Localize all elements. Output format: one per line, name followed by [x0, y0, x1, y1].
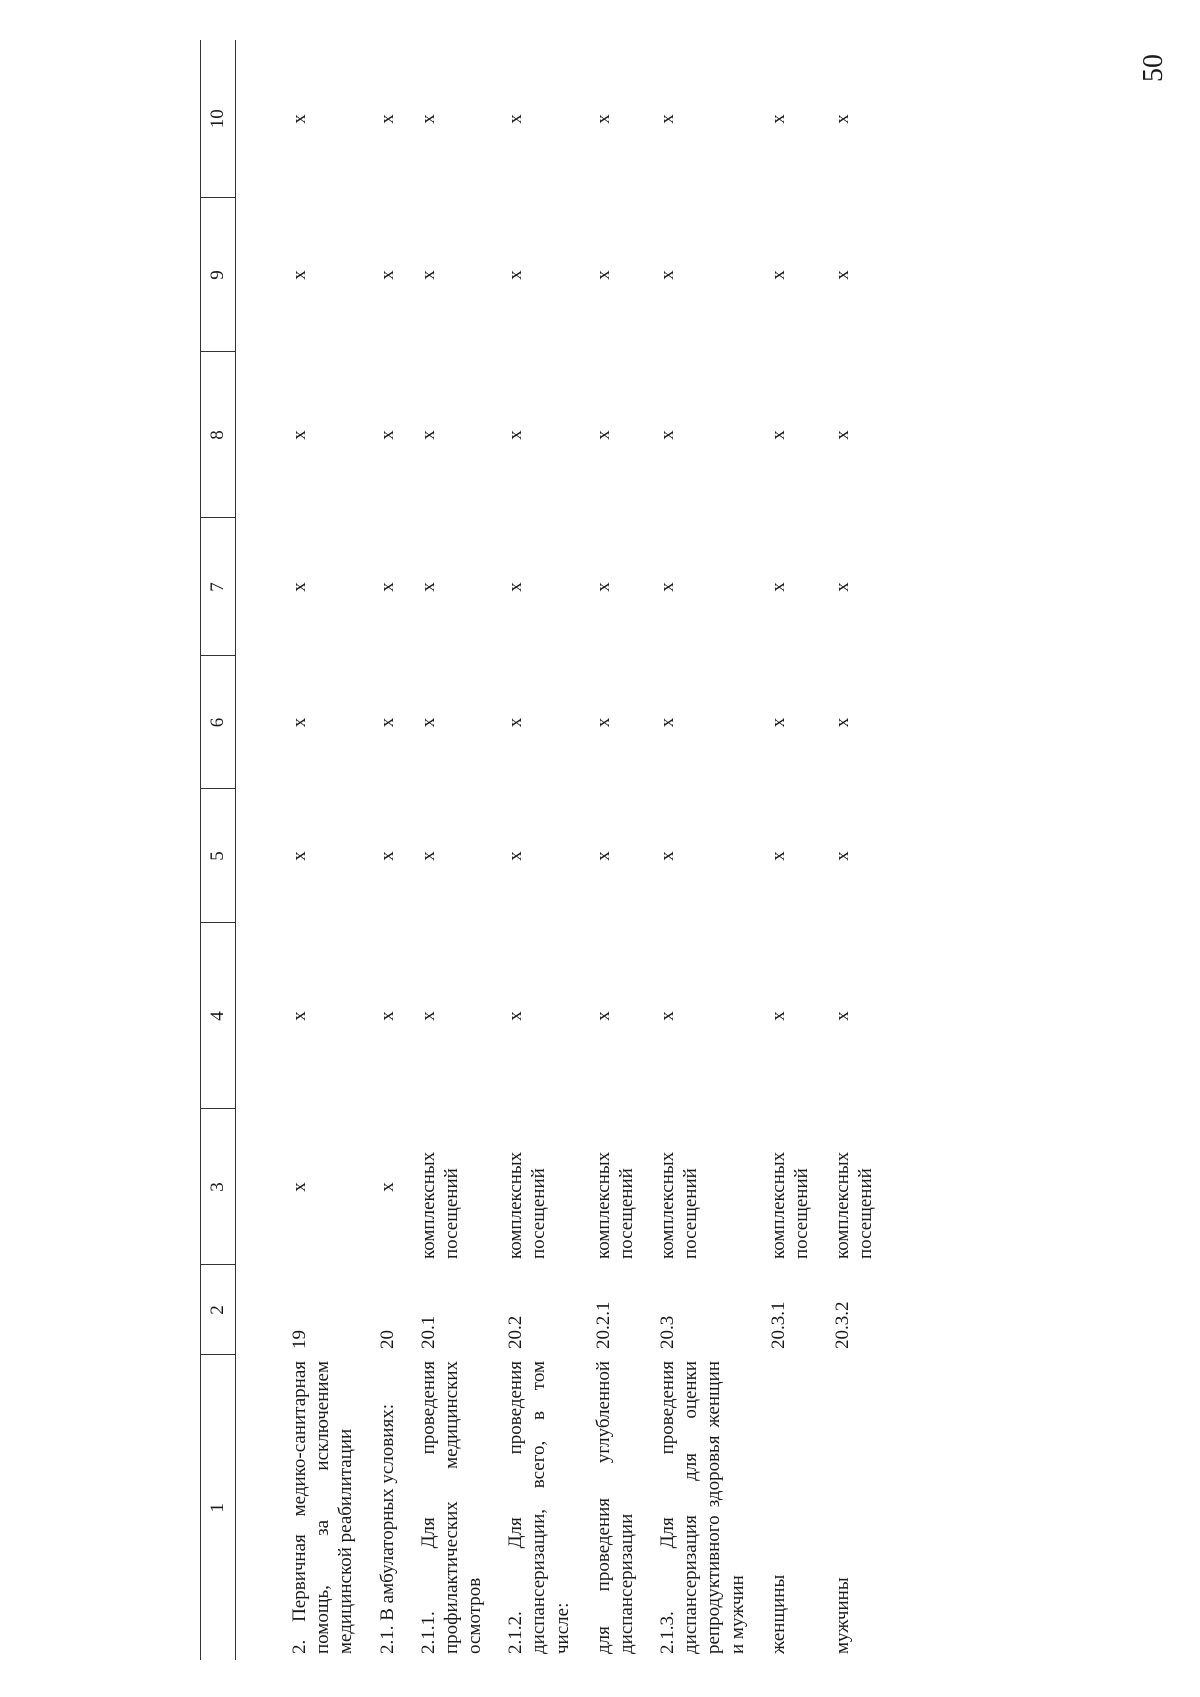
value-cell-8: х — [832, 430, 854, 440]
value-cell-9: х — [592, 270, 614, 280]
column-header-10: 10 — [201, 40, 236, 198]
value-cell-7: х — [289, 582, 310, 592]
value-cell-4: х — [289, 1011, 310, 1021]
unit-cell: комплексных посещений — [592, 1151, 637, 1259]
table-row — [236, 40, 370, 1660]
row-code-cell: 20.2 — [505, 1315, 527, 1349]
value-cell-4: х — [767, 1011, 789, 1021]
row-code-cell: 20.2.1 — [592, 1301, 614, 1349]
value-cell-7: х — [832, 582, 854, 592]
row-name-cell: мужчины — [832, 1577, 854, 1654]
value-cell-10: х — [592, 114, 614, 124]
table-header-row — [201, 40, 236, 1660]
value-cell-7: х — [767, 582, 789, 592]
value-cell-4: х — [592, 1011, 614, 1021]
value-cell-10: х — [657, 114, 679, 124]
value-cell-7: х — [376, 582, 398, 592]
unit-cell: х — [289, 1182, 310, 1192]
data-table — [200, 40, 889, 1660]
row-name-cell: 2.1.1. Для проведения профилактических медицинских осмотров — [417, 1361, 486, 1654]
value-cell-8: х — [376, 430, 398, 440]
value-cell-6: х — [505, 717, 527, 728]
value-cell-5: х — [417, 851, 439, 861]
value-cell-8: х — [417, 430, 439, 440]
value-cell-7: х — [417, 582, 439, 592]
value-cell-5: х — [767, 851, 789, 861]
value-cell-9: х — [376, 270, 398, 280]
value-cell-8: х — [289, 430, 310, 440]
column-header-3: 3 — [201, 1109, 236, 1265]
row-code-cell: 20.3.2 — [832, 1301, 854, 1349]
value-cell-5: х — [657, 851, 679, 861]
value-cell-4: х — [376, 1011, 398, 1021]
value-cell-9: х — [505, 270, 527, 280]
row-code-cell: 20 — [376, 1330, 398, 1349]
value-cell-10: х — [289, 114, 310, 124]
column-header-1: 1 — [201, 1355, 236, 1660]
row-name-cell: 2.1.2. Для проведения диспансеризации, всего, в том числе: — [505, 1361, 573, 1654]
table-row — [586, 40, 650, 1660]
value-cell-6: х — [417, 717, 439, 728]
table-row — [761, 40, 825, 1660]
column-header-2: 2 — [201, 1265, 236, 1355]
value-cell-9: х — [767, 270, 789, 280]
value-cell-6: х — [376, 717, 398, 728]
rotated-table-container — [200, 40, 960, 1660]
row-name-cell: 2.1.3. Для проведения диспансеризация для оценки репродуктивного здоровья женщин и мужчин — [657, 1361, 748, 1654]
table-row — [498, 40, 586, 1660]
value-cell-7: х — [657, 582, 679, 592]
row-name-cell: 2.1. В амбулаторных условиях: — [376, 1404, 398, 1654]
table-row — [370, 40, 411, 1660]
unit-cell: комплексных посещений — [505, 1151, 550, 1259]
value-cell-6: х — [657, 717, 679, 728]
value-cell-9: х — [832, 270, 854, 280]
table-row — [650, 40, 761, 1660]
page-number: 50 — [1138, 54, 1169, 82]
value-cell-5: х — [505, 851, 527, 861]
value-cell-5: х — [592, 851, 614, 861]
value-cell-9: х — [289, 270, 310, 280]
table-row — [411, 40, 499, 1660]
value-cell-7: х — [505, 582, 527, 592]
row-name-cell: женщины — [767, 1574, 789, 1654]
value-cell-8: х — [592, 430, 614, 440]
value-cell-10: х — [505, 114, 527, 124]
row-code-cell: 20.1 — [417, 1315, 439, 1349]
column-header-8: 8 — [201, 352, 236, 518]
value-cell-6: х — [592, 717, 614, 728]
value-cell-5: х — [289, 851, 310, 861]
value-cell-7: х — [592, 582, 614, 592]
value-cell-10: х — [767, 114, 789, 124]
column-header-6: 6 — [201, 656, 236, 789]
unit-cell: комплексных посещений — [657, 1151, 702, 1259]
column-header-4: 4 — [201, 923, 236, 1109]
value-cell-6: х — [767, 717, 789, 728]
column-header-7: 7 — [201, 518, 236, 656]
value-cell-6: х — [289, 717, 310, 728]
value-cell-8: х — [657, 430, 679, 440]
column-header-5: 5 — [201, 789, 236, 923]
row-code-cell: 19 — [289, 1330, 310, 1349]
row-code-cell: 20.3.1 — [767, 1301, 789, 1349]
row-name-cell: для проведения углубленной диспансеризации — [592, 1361, 637, 1654]
value-cell-10: х — [832, 114, 854, 124]
value-cell-4: х — [505, 1011, 527, 1021]
value-cell-10: х — [417, 114, 439, 124]
value-cell-9: х — [657, 270, 679, 280]
value-cell-5: х — [376, 851, 398, 861]
unit-cell: х — [376, 1182, 398, 1192]
unit-cell: комплексных посещений — [832, 1151, 877, 1259]
value-cell-10: х — [376, 114, 398, 124]
row-code-cell: 20.3 — [657, 1315, 679, 1349]
value-cell-4: х — [832, 1011, 854, 1021]
column-header-9: 9 — [201, 198, 236, 352]
unit-cell: комплексных посещений — [767, 1151, 812, 1259]
value-cell-4: х — [417, 1011, 439, 1021]
value-cell-6: х — [832, 717, 854, 728]
value-cell-8: х — [505, 430, 527, 440]
value-cell-9: х — [417, 270, 439, 280]
unit-cell: комплексных посещений — [417, 1151, 462, 1259]
value-cell-4: х — [657, 1011, 679, 1021]
value-cell-8: х — [767, 430, 789, 440]
value-cell-5: х — [832, 851, 854, 861]
row-name-cell: 2. Первичная медико-санитарная помощь, за исключением медицинской реабилитации — [289, 1361, 357, 1654]
table-row — [825, 40, 889, 1660]
